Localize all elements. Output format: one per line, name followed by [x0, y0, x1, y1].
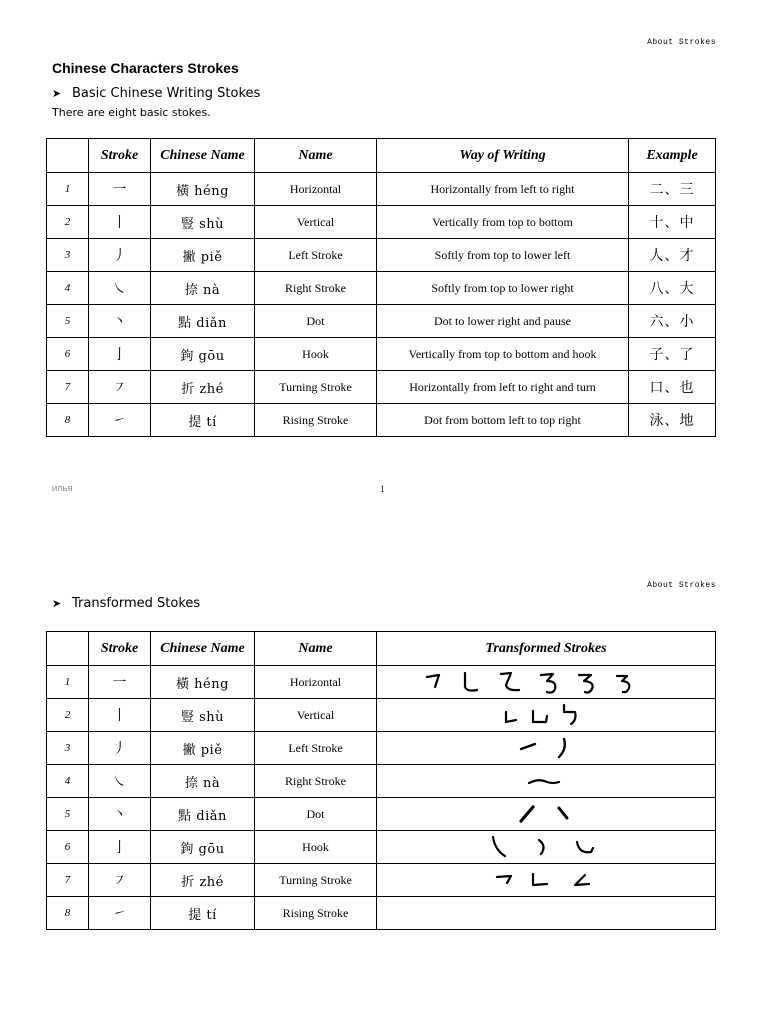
table-row: [47, 305, 716, 338]
col-header-chinese-name: Chinese Name: [151, 139, 255, 173]
page-number: 1: [380, 484, 385, 494]
row-number: 1: [47, 173, 89, 206]
stroke-glyph: 丶: [89, 798, 151, 831]
stroke-glyph: 丨: [89, 699, 151, 732]
transformed-strokes-horizontal-image: [421, 667, 671, 697]
vertical-horizontal-turn-stroke: [533, 874, 547, 885]
col-header-stroke: Stroke: [89, 139, 151, 173]
table-row: [47, 404, 716, 437]
way-of-writing: Dot from bottom left to top right: [377, 404, 629, 437]
stroke-name: Vertical: [255, 699, 377, 732]
section-heading-text: Basic Chinese Writing Stokes: [72, 86, 261, 101]
arrow-bullet-icon: ➤: [52, 597, 62, 610]
example-characters: 六、小: [629, 305, 716, 338]
row-number: 7: [47, 864, 89, 897]
table-header-row: [47, 139, 716, 173]
stroke-glyph: 丿: [89, 239, 151, 272]
stroke-glyph: 一: [89, 666, 151, 699]
stroke-name: Horizontal: [255, 666, 377, 699]
table-row: [47, 798, 716, 831]
table-row: [47, 732, 716, 765]
col-header-example: Example: [629, 139, 716, 173]
vertical-lift-stroke: [506, 712, 516, 722]
left-dot-stroke: [521, 807, 533, 821]
stroke-name: Horizontal: [255, 173, 377, 206]
transformed-strokes-dot-image: [421, 799, 671, 829]
chinese-name: 豎 shù: [151, 699, 255, 732]
chinese-name: 捺 nà: [151, 272, 255, 305]
stroke-name: Turning Stroke: [255, 864, 377, 897]
row-number: 8: [47, 404, 89, 437]
intro-text: There are eight basic stokes.: [52, 106, 211, 119]
reclining-hook-stroke: [577, 842, 593, 852]
page-header: About Strokes: [647, 581, 716, 590]
stroke-glyph: ㇏: [89, 765, 151, 798]
table-row: [47, 272, 716, 305]
chinese-name: 撇 piě: [151, 732, 255, 765]
transformed-strokes-cell: [377, 798, 716, 831]
stroke-name: Right Stroke: [255, 765, 377, 798]
col-header-number: [47, 139, 89, 173]
row-number: 3: [47, 239, 89, 272]
horizontal-hook-stroke: [427, 675, 439, 687]
transformed-strokes-turning-image: [421, 865, 671, 895]
row-number: 3: [47, 732, 89, 765]
stroke-name: Hook: [255, 831, 377, 864]
section-heading-basic: [52, 86, 260, 101]
row-number: 4: [47, 765, 89, 798]
double-turn-hook-stroke: [579, 675, 593, 693]
transformed-strokes-cell-empty: [377, 897, 716, 930]
vertical-left-stroke: [559, 739, 565, 757]
transformed-strokes-cell: [377, 765, 716, 798]
way-of-writing: Softly from top to lower right: [377, 272, 629, 305]
chinese-name: 捺 nà: [151, 765, 255, 798]
way-of-writing: Dot to lower right and pause: [377, 305, 629, 338]
stroke-glyph: ㇏: [89, 272, 151, 305]
stroke-glyph: ㇇: [89, 371, 151, 404]
table-header-row: [47, 632, 716, 666]
stroke-glyph: ㇇: [89, 864, 151, 897]
vertical-turn-hook-stroke: [564, 705, 576, 724]
stroke-name: Hook: [255, 338, 377, 371]
chinese-name: 豎 shù: [151, 206, 255, 239]
chinese-name: 撇 piě: [151, 239, 255, 272]
footer-author: ИЛЬЯ: [52, 486, 73, 493]
table-row: [47, 338, 716, 371]
example-characters: 口、也: [629, 371, 716, 404]
horizontal-bent-hook-stroke: [501, 673, 519, 690]
arrow-bullet-icon: ➤: [52, 87, 62, 100]
bent-hook-stroke: [493, 837, 505, 856]
col-header-stroke: Stroke: [89, 632, 151, 666]
row-number: 5: [47, 798, 89, 831]
table-row: [47, 371, 716, 404]
col-header-number: [47, 632, 89, 666]
curved-hook-stroke: [539, 840, 544, 854]
transformed-strokes-left-image: [421, 733, 671, 763]
stroke-name: Dot: [255, 798, 377, 831]
row-number: 2: [47, 206, 89, 239]
table-row: [47, 897, 716, 930]
transformed-strokes-right-image: [421, 766, 671, 796]
table-row: [47, 173, 716, 206]
table-row: [47, 239, 716, 272]
example-characters: 十、中: [629, 206, 716, 239]
transformed-strokes-hook-image: [421, 832, 671, 862]
way-of-writing: Vertically from top to bottom and hook: [377, 338, 629, 371]
stroke-name: Right Stroke: [255, 272, 377, 305]
horizontal-slant-hook-stroke: [465, 673, 477, 691]
way-of-writing: Horizontally from left to right and turn: [377, 371, 629, 404]
row-number: 7: [47, 371, 89, 404]
col-header-name: Name: [255, 139, 377, 173]
row-number: 6: [47, 831, 89, 864]
table-row: [47, 699, 716, 732]
chinese-name: 折 zhé: [151, 371, 255, 404]
table-row: [47, 206, 716, 239]
chinese-name: 提 tí: [151, 897, 255, 930]
basic-strokes-table: [46, 138, 716, 437]
stroke-glyph: ㇀: [89, 404, 151, 437]
section-heading-text: Transformed Stokes: [72, 596, 201, 611]
chinese-name: 鉤 gōu: [151, 831, 255, 864]
example-characters: 泳、地: [629, 404, 716, 437]
stroke-name: Vertical: [255, 206, 377, 239]
col-header-way-of-writing: Way of Writing: [377, 139, 629, 173]
horizontal-turn-hook-stroke: [541, 674, 555, 693]
transformed-strokes-cell: [377, 831, 716, 864]
example-characters: 八、大: [629, 272, 716, 305]
chinese-name: 點 diǎn: [151, 798, 255, 831]
stroke-glyph: 亅: [89, 338, 151, 371]
section-heading-transformed: [52, 596, 200, 611]
stroke-name: Dot: [255, 305, 377, 338]
flat-right-wave-stroke: [529, 780, 559, 783]
example-characters: 子、了: [629, 338, 716, 371]
stroke-name: Turning Stroke: [255, 371, 377, 404]
way-of-writing: Softly from top to lower left: [377, 239, 629, 272]
chinese-name: 橫 héng: [151, 666, 255, 699]
table-row: [47, 765, 716, 798]
table-row: [47, 831, 716, 864]
stroke-name: Rising Stroke: [255, 404, 377, 437]
horizontal-left-turn-stroke: [497, 876, 511, 883]
chinese-name: 折 zhé: [151, 864, 255, 897]
stroke-glyph: 丶: [89, 305, 151, 338]
left-turn-point-stroke: [575, 875, 589, 885]
right-dot-stroke: [559, 808, 567, 818]
way-of-writing: Horizontally from left to right: [377, 173, 629, 206]
stroke-glyph: 亅: [89, 831, 151, 864]
page-header: About Strokes: [647, 38, 716, 47]
stroke-name: Left Stroke: [255, 239, 377, 272]
table-row: [47, 864, 716, 897]
transformed-strokes-table: [46, 631, 716, 930]
stroke-glyph: 丿: [89, 732, 151, 765]
way-of-writing: Vertically from top to bottom: [377, 206, 629, 239]
stroke-name: Rising Stroke: [255, 897, 377, 930]
triple-turn-hook-stroke: [617, 676, 629, 692]
row-number: 5: [47, 305, 89, 338]
col-header-chinese-name: Chinese Name: [151, 632, 255, 666]
row-number: 4: [47, 272, 89, 305]
stroke-glyph: 一: [89, 173, 151, 206]
vertical-turn-stroke: [533, 711, 547, 722]
transformed-strokes-cell: [377, 699, 716, 732]
row-number: 2: [47, 699, 89, 732]
row-number: 8: [47, 897, 89, 930]
table-row: [47, 666, 716, 699]
chinese-name: 橫 héng: [151, 173, 255, 206]
col-header-transformed-strokes: Transformed Strokes: [377, 632, 716, 666]
stroke-name: Left Stroke: [255, 732, 377, 765]
chinese-name: 提 tí: [151, 404, 255, 437]
transformed-strokes-cell: [377, 864, 716, 897]
row-number: 6: [47, 338, 89, 371]
col-header-name: Name: [255, 632, 377, 666]
row-number: 1: [47, 666, 89, 699]
chinese-name: 點 diǎn: [151, 305, 255, 338]
transformed-strokes-cell: [377, 666, 716, 699]
example-characters: 二、三: [629, 173, 716, 206]
flat-left-stroke: [521, 744, 535, 749]
stroke-glyph: 丨: [89, 206, 151, 239]
stroke-glyph: ㇀: [89, 897, 151, 930]
example-characters: 人、才: [629, 239, 716, 272]
document-title: Chinese Characters Strokes: [52, 60, 239, 76]
transformed-strokes-vertical-image: [421, 700, 671, 730]
transformed-strokes-cell: [377, 732, 716, 765]
chinese-name: 鉤 gōu: [151, 338, 255, 371]
